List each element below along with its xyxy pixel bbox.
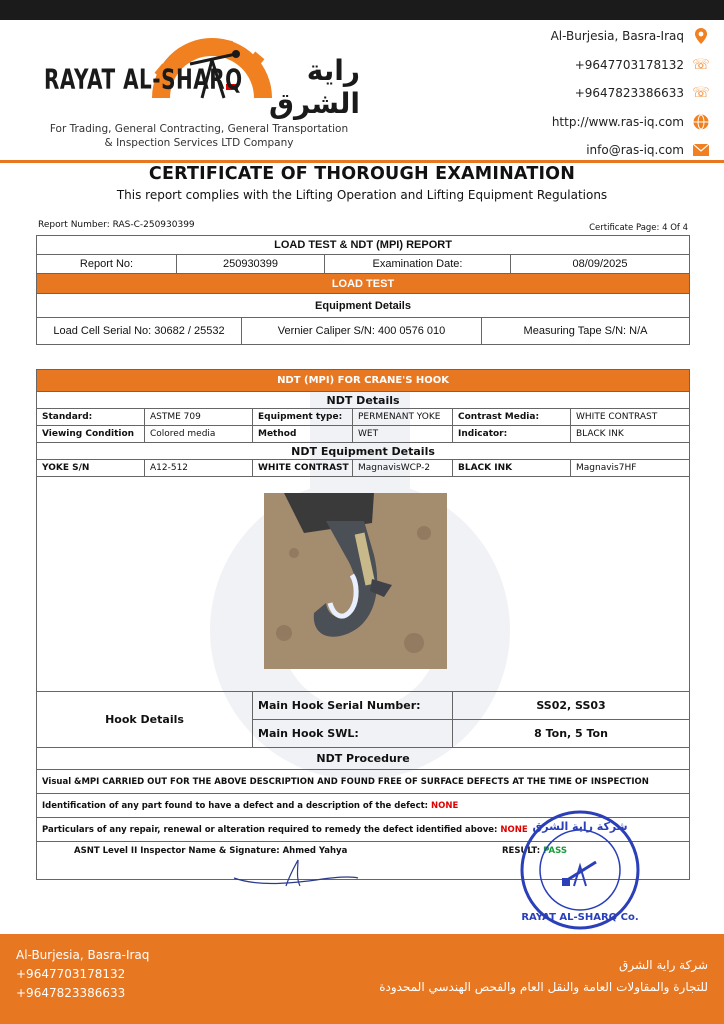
ndt-procedure-text: Visual &MPI CARRIED OUT FOR THE ABOVE DESCRIPTION AND FOUND FREE OF SURFACE DEFECTS AT THE TIME OF INSPECTION	[37, 770, 690, 794]
hook-serial-value: SS02, SS03	[453, 692, 690, 720]
hook-swl-label: Main Hook SWL:	[253, 720, 453, 748]
equipment-type-label: Equipment type:	[253, 409, 353, 426]
inspector-signature	[226, 856, 366, 892]
footer-phone-1: +9647703178132	[16, 967, 126, 981]
contrast-media-value: WHITE CONTRAST	[571, 409, 690, 426]
stamp-text-en: RAYAT AL-SHARQ Co.	[521, 912, 639, 923]
inspector-name: Ahmed Yahya	[282, 846, 348, 856]
defect-value: NONE	[431, 800, 459, 811]
inspector-block	[42, 846, 402, 856]
contrast-media-label: Contrast Media:	[453, 409, 571, 426]
load-test-table	[36, 235, 690, 345]
company-stamp	[518, 808, 642, 932]
hook-swl-value: 8 Ton, 5 Ton	[453, 720, 690, 748]
footer-arabic-line-1: شركة راية الشرق	[619, 958, 708, 972]
hook-photo-cell	[37, 477, 690, 692]
contact-phone-2	[490, 79, 710, 108]
vernier-caliper-serial: Vernier Caliper S/N: 400 0576 010	[242, 318, 482, 344]
contact-address	[490, 22, 710, 51]
equipment-row	[37, 318, 690, 345]
indicator-label: Indicator:	[453, 426, 571, 443]
black-ink-label: BLACK INK	[453, 460, 571, 477]
contact-address-text: Al-Burjesia, Basra-Iraq	[550, 29, 684, 44]
phone-icon: ☏	[692, 56, 710, 73]
ndt-procedure-heading: NDT Procedure	[37, 748, 690, 770]
logo-text-ar: راية الشرق	[268, 54, 360, 120]
load-test-heading: LOAD TEST	[37, 274, 690, 294]
certificate-page: Certificate Page: 4 Of 4	[589, 223, 688, 233]
exam-date-value: 08/09/2025	[511, 255, 690, 274]
ndt-heading: NDT (MPI) FOR CRANE'S HOOK	[37, 370, 690, 392]
footer-contacts	[16, 946, 149, 1003]
logo-tagline	[44, 122, 354, 150]
logo-text-en: RAYAT AL-SHARQ	[44, 62, 243, 96]
hook-serial-label: Main Hook Serial Number:	[253, 692, 453, 720]
white-contrast-label: WHITE CONTRAST	[253, 460, 353, 477]
black-ink-value: Magnavis7HF	[571, 460, 690, 477]
contact-phone-1-text: +9647703178132	[574, 57, 684, 72]
header-divider	[0, 160, 724, 163]
email-icon	[692, 141, 710, 159]
standard-value: ASTME 709	[145, 409, 253, 426]
equipment-type-value: PERMENANT YOKE	[353, 409, 453, 426]
method-value: WET	[353, 426, 453, 443]
hook-details-label: Hook Details	[37, 692, 253, 748]
report-heading: LOAD TEST & NDT (MPI) REPORT	[37, 236, 690, 255]
ndt-equipment-heading: NDT Equipment Details	[37, 443, 690, 460]
company-logo	[40, 24, 360, 149]
load-cell-serial: Load Cell Serial No: 30682 / 25532	[37, 318, 242, 344]
repair-label: Particulars of any repair, renewal or alteration required to remedy the defect identified above:	[42, 824, 498, 835]
footer-phone-2: +9647823386633	[16, 986, 126, 1000]
report-no-label: Report No:	[37, 255, 177, 274]
indicator-value: BLACK INK	[571, 426, 690, 443]
contact-website-text[interactable]: http://www.ras-iq.com	[551, 114, 684, 129]
certificate-subtitle: This report complies with the Lifting Operation and Lifting Equipment Regulations	[116, 188, 608, 202]
measuring-tape-serial: Measuring Tape S/N: N/A	[523, 325, 648, 337]
result-value: PASS	[543, 846, 567, 856]
defect-label: Identification of any part found to have a defect and a description of the defect:	[42, 800, 429, 811]
footer-arabic-line-2: للتجارة والمقاولات العامة والنقل العام والفحص الهندسي المحدودة	[379, 980, 708, 994]
viewing-condition-label: Viewing Condition	[37, 426, 145, 443]
yoke-label: YOKE S/N	[37, 460, 145, 477]
header-contacts	[490, 22, 710, 165]
exam-date-label: Examination Date:	[325, 255, 511, 274]
equipment-details-heading: Equipment Details	[37, 294, 690, 318]
contact-email-text[interactable]: info@ras-iq.com	[586, 143, 684, 158]
footer	[0, 934, 724, 1024]
inspector-label: ASNT Level II Inspector Name & Signature:	[74, 846, 280, 856]
yoke-value: A12-512	[145, 460, 253, 477]
tagline-line-2: & Inspection Services LTD Company	[104, 137, 294, 149]
ndt-details-heading: NDT Details	[37, 392, 690, 409]
location-pin-icon	[692, 27, 710, 45]
repair-value: NONE	[500, 824, 528, 835]
report-no-value: 250930399	[177, 255, 325, 274]
top-bar	[0, 0, 724, 20]
contact-website	[490, 108, 710, 137]
tagline-line-1: For Trading, General Contracting, General Transportation	[49, 123, 349, 135]
footer-arabic	[379, 954, 708, 998]
viewing-condition-value: Colored media	[145, 426, 253, 443]
standard-label: Standard:	[37, 409, 145, 426]
globe-icon	[692, 113, 710, 131]
white-contrast-value: MagnavisWCP-2	[353, 460, 453, 477]
contact-phone-1	[490, 51, 710, 80]
contact-phone-2-text: +9647823386633	[574, 86, 684, 101]
crane-hook-photo	[264, 493, 447, 669]
phone-icon: ☏	[692, 85, 710, 102]
result-label: RESULT:	[502, 846, 541, 856]
ndt-table	[36, 369, 690, 880]
method-label: Method	[253, 426, 353, 443]
stamp-text-ar: شركة راية الشرق	[532, 820, 628, 833]
footer-address: Al-Burjesia, Basra-Iraq	[16, 948, 150, 962]
certificate-title: CERTIFICATE OF THOROUGH EXAMINATION	[148, 164, 576, 184]
report-number-line: Report Number: RAS-C-250930399	[38, 220, 195, 230]
